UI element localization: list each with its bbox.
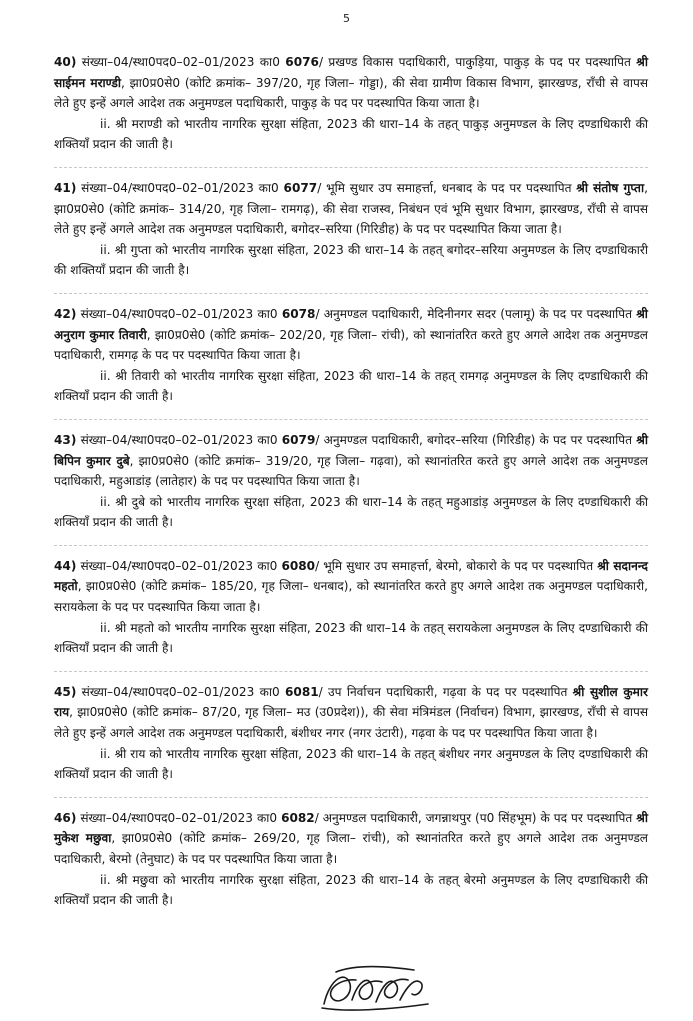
officer-name: श्री साईमन मराण्डी <box>54 55 648 90</box>
entry-number: 44) <box>54 558 77 573</box>
divider <box>54 545 648 546</box>
magistrate-powers-clause: ii. श्री मराण्डी को भारतीय नागरिक सुरक्षा संहिता, 2023 की धारा–14 के तहत् पाकुड़ अनुमण्डल के लिए दण्डाधिकारी की शक्तियाँ प्रदान की जाती है। <box>54 116 648 152</box>
order-text-post: , झा0प्र0से0 (कोटि क्रमांक– 319/20, गृह जिला– गढ़वा), को स्थानांतरित करते हुए अगले आदेश तक अनुमण्डल पदाधिकारी, महुआडांड़ (लातेहार) के पद पर पदस्थापित किया जाता है। <box>54 453 648 489</box>
order-list <box>54 52 648 923</box>
reference-lead: संख्या–04/स्था0पद0–02–01/2023 का0 <box>81 180 279 195</box>
order-entry-46 <box>54 808 648 911</box>
officer-name: श्री अनुराग कुमार तिवारी <box>54 306 648 342</box>
order-entry-42 <box>54 304 648 407</box>
order-paragraph <box>54 556 648 618</box>
magistrate-powers-clause: ii. श्री गुप्ता को भारतीय नागरिक सुरक्षा संहिता, 2023 की धारा–14 के तहत् बगोदर–सरिया अनुमण्डल के लिए दण्डाधिकारी की शक्तियाँ प्रदान की जाती है। <box>54 242 648 278</box>
officer-name: श्री सदानन्द महतो <box>54 558 648 594</box>
order-text-pre: / भूमि सुधार उप समाहर्त्ता, बेरमो, बोकारो के पद पर पदस्थापित <box>315 558 594 573</box>
officer-name: श्री बिपिन कुमार दुबे <box>54 432 648 468</box>
order-text-post: , झा0प्र0से0 (कोटि क्रमांक– 185/20, गृह जिला– धनबाद), को स्थानांतरित करते हुए अगले आदेश तक अनुमण्डल पदाधिकारी, सरायकेला के पद पर पदस्थापित किया जाता है। <box>54 579 648 615</box>
magistrate-powers-clause: ii. श्री तिवारी को भारतीय नागरिक सुरक्षा संहिता, 2023 की धारा–14 के तहत् रामगढ़ अनुमण्डल के लिए दण्डाधिकारी की शक्तियाँ प्रदान की जाती है। <box>54 368 648 404</box>
reference-lead: संख्या–04/स्था0पद0–02–01/2023 का0 <box>81 684 280 699</box>
order-text-pre: / अनुमण्डल पदाधिकारी, मेदिनीनगर सदर (पलामू) के पद पर पदस्थापित <box>315 306 633 321</box>
order-paragraph <box>54 808 648 870</box>
order-code: 6081 <box>285 684 319 699</box>
order-paragraph <box>54 682 648 744</box>
order-text-pre: / अनुमण्डल पदाधिकारी, बगोदर–सरिया (गिरिडीह) के पद पर पदस्थापित <box>315 432 633 447</box>
officer-name: श्री मुकेश मछुवा <box>54 810 648 846</box>
order-text-post: , झा0प्र0से0 (कोटि क्रमांक– 314/20, गृह जिला– रामगढ़), की सेवा राजस्व, निबंधन एवं भूमि सुधार विभाग, झारखण्ड, राँची से वापस लेते हुए इन्हें अगले आदेश तक अनुमण्डल पदाधिकारी, बगोदर–सरिया (गिरिडीह) के पद पर पदस्थापित किया जाता है। <box>54 180 648 237</box>
order-paragraph <box>54 430 648 492</box>
order-code: 6076 <box>285 55 319 69</box>
reference-lead: संख्या–04/स्था0पद0–02–01/2023 का0 <box>80 558 278 573</box>
order-paragraph <box>54 178 648 240</box>
order-text-post: , झा0प्र0से0 (कोटि क्रमांक– 202/20, गृह जिला– रांची), को स्थानांतरित करते हुए अगले आदेश तक अनुमण्डल पदाधिकारी, रामगढ़ के पद पर पदस्थापित किया जाता है। <box>54 327 648 363</box>
officer-name: श्री सुशील कुमार राय <box>54 684 648 720</box>
order-code: 6079 <box>281 432 316 447</box>
officer-name: श्री संतोष गुप्ता <box>576 180 645 195</box>
entry-number: 46) <box>54 810 77 825</box>
page-number: 5 <box>343 12 350 25</box>
order-code: 6078 <box>281 306 316 321</box>
order-code: 6080 <box>281 558 316 573</box>
reference-lead: संख्या–04/स्था0पद0–02–01/2023 का0 <box>80 432 278 447</box>
order-text-pre: / उप निर्वाचन पदाधिकारी, गढ़वा के पद पर पदस्थापित <box>318 684 568 699</box>
order-paragraph <box>54 52 648 114</box>
divider <box>54 167 648 168</box>
order-text-post: , झा0प्र0से0 (कोटि क्रमांक– 397/20, गृह जिला– गोड्डा), की सेवा ग्रामीण विकास विभाग, झारखण्ड, राँची से वापस लेते हुए इन्हें अगले आदेश तक अनुमण्डल पदाधिकारी, पाकुड़ के पद पर पदस्थापित किया जाता है। <box>54 75 648 111</box>
divider <box>54 671 648 672</box>
order-entry-43 <box>54 430 648 533</box>
order-text-pre: / अनुमण्डल पदाधिकारी, जगन्नाथपुर (प0 सिंहभूम) के पद पर पदस्थापित <box>314 810 633 825</box>
order-text-pre: / प्रखण्ड विकास पदाधिकारी, पाकुड़िया, पाकुड़ के पद पर पदस्थापित <box>318 55 631 69</box>
order-entry-44 <box>54 556 648 659</box>
divider <box>54 293 648 294</box>
order-code: 6082 <box>281 810 315 825</box>
entry-number: 40) <box>54 55 77 69</box>
reference-lead: संख्या–04/स्था0पद0–02–01/2023 का0 <box>80 810 278 825</box>
magistrate-powers-clause: ii. श्री राय को भारतीय नागरिक सुरक्षा संहिता, 2023 की धारा–14 के तहत् बंशीधर नगर अनुमण्डल के लिए दण्डाधिकारी की शक्तियाँ प्रदान की जाती है। <box>54 746 648 782</box>
divider <box>54 419 648 420</box>
order-text-post: , झा0प्र0से0 (कोटि क्रमांक– 269/20, गृह जिला– रांची), को स्थानांतरित करते हुए अगले आदेश तक अनुमण्डल पदाधिकारी, बेरमो (तेनुघाट) के पद पर पदस्थापित किया जाता है। <box>54 831 648 866</box>
order-entry-41 <box>54 178 648 281</box>
entry-number: 42) <box>54 306 77 321</box>
reference-lead: संख्या–04/स्था0पद0–02–01/2023 का0 <box>81 55 280 69</box>
magistrate-powers-clause: ii. श्री दुबे को भारतीय नागरिक सुरक्षा संहिता, 2023 की धारा–14 के तहत् महुआडांड़ अनुमण्डल के लिए दण्डाधिकारी की शक्तियाँ प्रदान की जाती है। <box>54 494 648 530</box>
divider <box>54 797 648 798</box>
reference-lead: संख्या–04/स्था0पद0–02–01/2023 का0 <box>80 306 278 321</box>
order-text-post: , झा0प्र0से0 (कोटि क्रमांक– 87/20, गृह जिला– मउ (उ0प्रदेश)), की सेवा मंत्रिमंडल (निर्वाचन) विभाग, झारखण्ड, राँची से वापस लेते हुए इन्हें अगले आदेश तक अनुमण्डल पदाधिकारी, बंशीधर नगर (नगर उंटारी), गढ़वा के पद पर पदस्थापित किया जाता है। <box>54 705 648 741</box>
order-code: 6077 <box>283 180 318 195</box>
order-entry-40 <box>54 52 648 155</box>
magistrate-powers-clause: ii. श्री मछुवा को भारतीय नागरिक सुरक्षा संहिता, 2023 की धारा–14 के तहत् बेरमो अनुमण्डल के लिए दण्डाधिकारी की शक्तियाँ प्रदान की जाती है। <box>54 872 648 908</box>
entry-number: 43) <box>54 432 77 447</box>
magistrate-powers-clause: ii. श्री महतो को भारतीय नागरिक सुरक्षा संहिता, 2023 की धारा–14 के तहत् सरायकेला अनुमण्डल के लिए दण्डाधिकारी की शक्तियाँ प्रदान की जाती है। <box>54 620 648 656</box>
entry-number: 41) <box>54 180 77 195</box>
order-entry-45 <box>54 682 648 785</box>
handwritten-signature <box>316 960 436 1018</box>
order-text-pre: / भूमि सुधार उप समाहर्त्ता, धनबाद के पद पर पदस्थापित <box>317 180 572 195</box>
order-paragraph <box>54 304 648 366</box>
entry-number: 45) <box>54 684 77 699</box>
